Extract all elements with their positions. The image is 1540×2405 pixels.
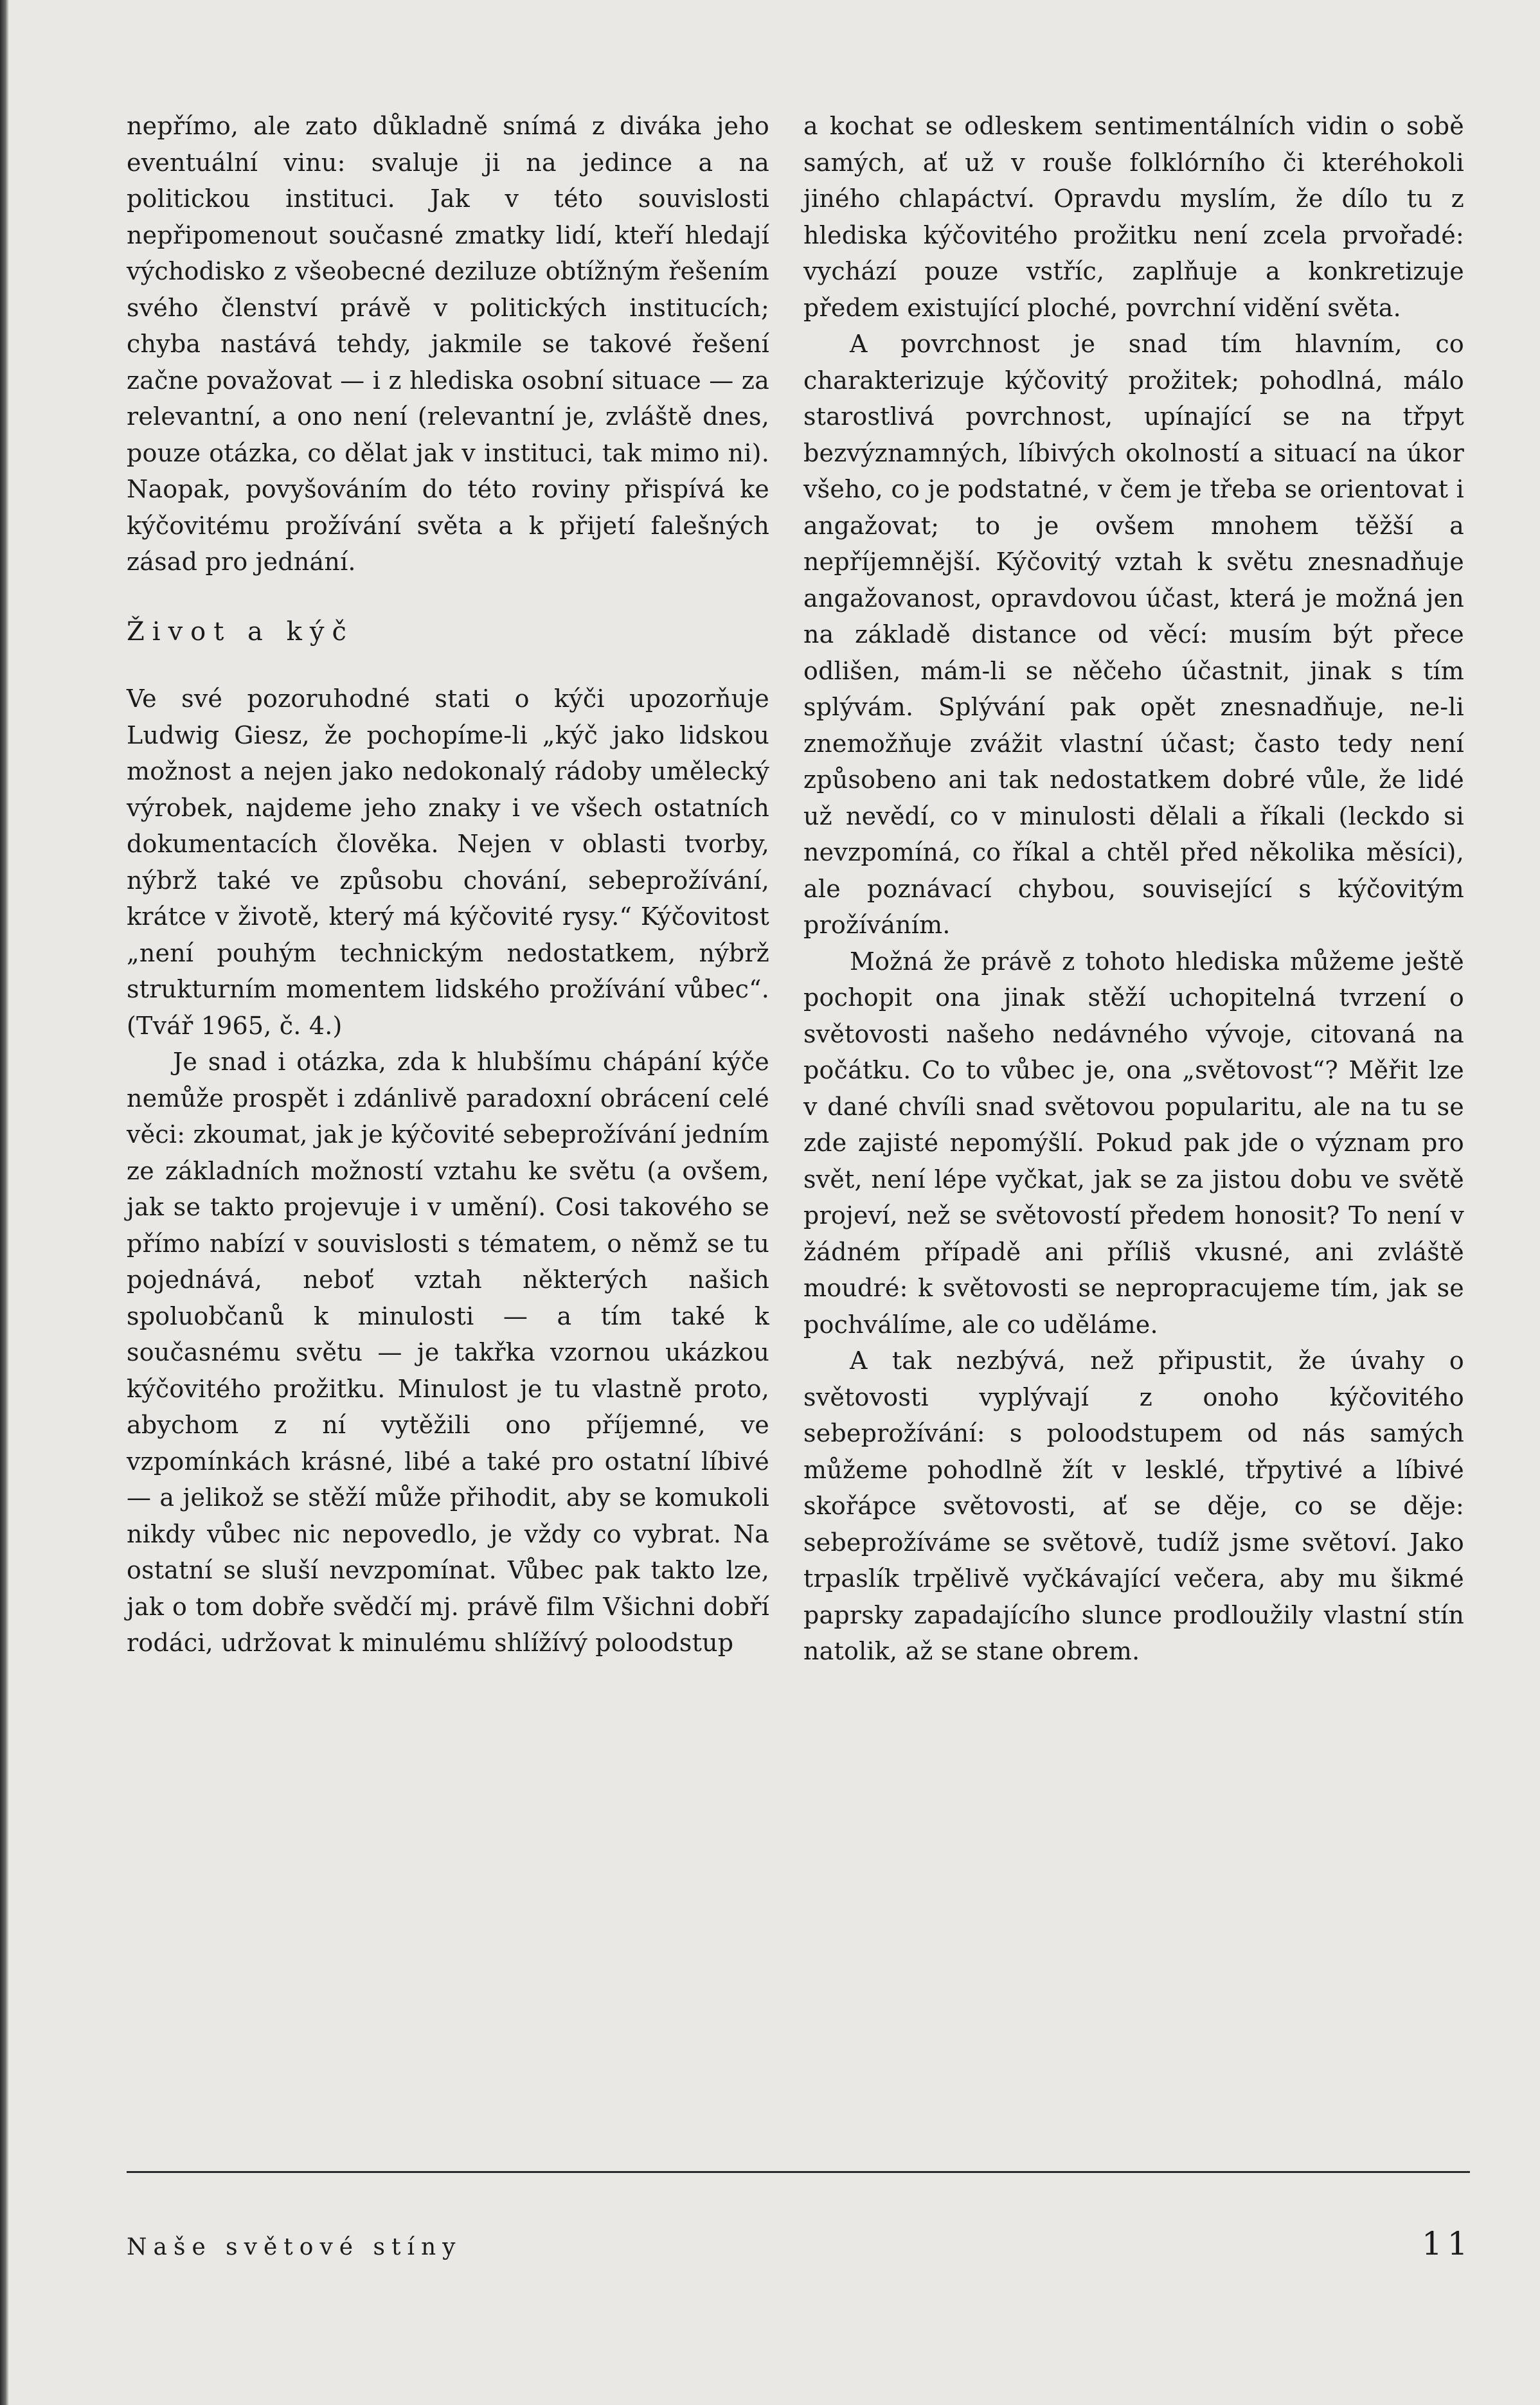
section-heading: Život a kýč	[127, 616, 354, 647]
paragraph-right-2: A povrchnost je snad tím hlavním, co charakterizuje kýčovitý prožitek; pohodlná, málo starostlivá povrchnost, upínající se na třpyt bezvýznamných, líbivých okolností a situací na úkor všeho, co je podstatné, v čem je třeba se orientovat i angažovat; to je ovšem mnohem těžší a nepříjemnější. Kýčovitý vztah k světu znesnadňuje angažovanost, opravdovou účast, která je možná jen na základě distance od věcí: musím být přece odlišen, mám-li se něčeho účastnit, jinak s tím splývám. Splývání pak opět znesnadňuje, ne-li znemožňuje zvážit vlastní účast; často tedy není způsobeno ani tak nedostatkem dobré vůle, že lidé už nevědí, co v minulosti dělali a říkali (leckdo si nevzpomíná, co říkal a chtěl před několika měsíci), ale poznávací chybou, související s kýčovitým prožíváním.	[803, 330, 1464, 939]
paragraph-left-1: nepřímo, ale zato důkladně snímá z diváka jeho eventuální vinu: svaluje ji na jedince a na politickou instituci. Jak v této souvislosti nepřipomenout současné zmatky lidí, kteří hledají východisko z všeobecné deziluze obtížným řešením svého členství právě v politických institucích; chyba nastává tehdy, jakmile se takové řešení začne považovat — i z hlediska osobní situace — za relevantní, a ono není (relevantní je, zvláště dnes, pouze otázka, co dělat jak v instituci, tak mimo ni). Naopak, povyšováním do této roviny přispívá ke kýčovitému prožívání světa a k přijetí falešných zásad pro jednání.	[127, 112, 769, 576]
running-footer-title: Naše světové stíny	[127, 2234, 462, 2260]
page-number: 11	[1422, 2225, 1473, 2262]
paragraph-left-3: Je snad i otázka, zda k hlubšímu chápání kýče nemůže prospět i zdánlivě paradoxní obrácení celé věci: zkoumat, jak je kýčovité sebeprožívání jedním ze základních možností vztahu ke světu (a ovšem, jak se takto projevuje i v umění). Cosi takového se přímo nabízí v souvislosti s tématem, o němž se tu pojednává, neboť vztah některých našich spoluobčanů k minulosti — a tím také k současnému světu — je takřka vzornou ukázkou kýčovitého prožitku. Minulost je tu vlastně proto, abychom z ní vytěžili ono příjemné, ve vzpomínkách krásné, libé a také pro ostatní líbivé — a jelikož se stěží může přihodit, aby se komukoli nikdy vůbec nic nepovedlo, je vždy co vybrat. Na ostatní se sluší nevzpomínat. Vůbec pak takto lze, jak o tom dobře svědčí mj. právě film Všichni dobří rodáci, udržovat k minulému shlížívý poloodstup	[127, 1048, 769, 1657]
right-text-column	[803, 108, 1464, 1670]
page-binding-edge	[0, 0, 9, 2405]
paragraph-right-1: a kochat se odleskem sentimentálních vidin o sobě samých, ať už v rouše folklórního či kteréhokoli jiného chlapáctví. Opravdu myslím, že dílo tu z hlediska kýčovitého prožitku není zcela prvořadé: vychází pouze vstříc, zaplňuje a konkretizuje předem existující ploché, povrchní vidění světa.	[803, 112, 1464, 322]
left-text-column	[127, 108, 769, 1661]
footer-divider	[127, 2171, 1470, 2173]
paragraph-right-3: Možná že právě z tohoto hlediska můžeme ještě pochopit ona jinak stěží uchopitelná tvrzení o světovosti našeho nedávného vývoje, citovaná na počátku. Co to vůbec je, ona „světovost“? Měřit lze v dané chvíli snad světovou popularitu, ale na tu se zde zajisté nepomýšlí. Pokud pak jde o význam pro svět, není lépe vyčkat, jak se za jistou dobu ve světě projeví, než se světovostí předem honosit? To není v žádném případě ani příliš vkusné, ani zvláště moudré: k světovosti se nepropracujeme tím, jak se pochválíme, ale co uděláme.	[803, 947, 1464, 1339]
paragraph-left-2: Ve své pozoruhodné stati o kýči upozorňuje Ludwig Giesz, že pochopíme-li „kýč jako lidskou možnost a nejen jako nedokonalý rádoby umělecký výrobek, najdeme jeho znaky i ve všech ostatních dokumentacích člověka. Nejen v oblasti tvorby, nýbrž také ve způsobu chování, sebeprožívání, krátce v životě, který má kýčovité rysy.“ Kýčovitost „není pouhým technickým nedostatkem, nýbrž strukturním momentem lidského prožívání vůbec“. (Tvář 1965, č. 4.)	[127, 684, 769, 1040]
paragraph-right-4: A tak nezbývá, než připustit, že úvahy o světovosti vyplývají z onoho kýčovitého sebeprožívání: s poloodstupem od nás samých můžeme pohodlně žít v lesklé, třpytivé a líbivé skořápce světovosti, ať se děje, co se děje: sebeprožíváme se světově, tudíž jsme světoví. Jako trpaslík trpělivě vyčkávající večera, aby mu šikmé paprsky zapadajícího slunce prodloužily vlastní stín natolik, až se stane obrem.	[803, 1346, 1464, 1665]
